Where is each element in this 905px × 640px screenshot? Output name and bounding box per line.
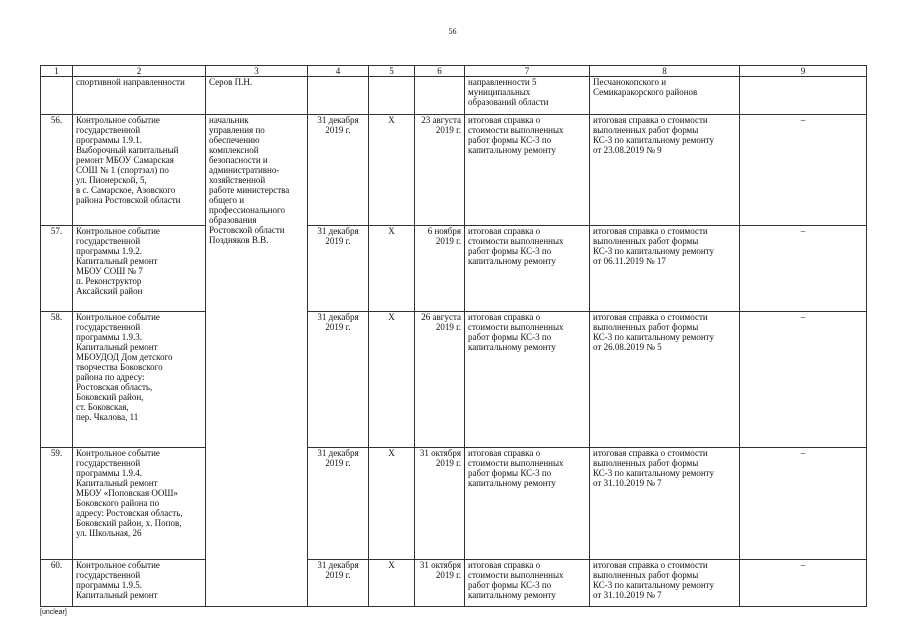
event-cell: Контрольное событие государственной программы 1.9.5. Капитальный ремонт bbox=[73, 560, 206, 607]
plan-date-cell: 31 декабря 2019 г. bbox=[308, 312, 369, 448]
column-number: 1 bbox=[41, 66, 73, 77]
fact-date-cell: 26 августа 2019 г. bbox=[415, 312, 465, 448]
note-cell: – bbox=[740, 448, 867, 560]
fact-date-cell: 31 октября 2019 г. bbox=[415, 448, 465, 560]
event-cell: Контрольное событие государственной программы 1.9.2. Капитальный ремонт МБОУ СОШ № 7 п. Реконструктор Аксайский район bbox=[73, 226, 206, 312]
column-number: 2 bbox=[73, 66, 206, 77]
result-cell: Песчанокопского и Семикаракорского районов bbox=[590, 77, 740, 115]
row-number-cell bbox=[41, 77, 73, 115]
plan-date-cell: 31 декабря 2019 г. bbox=[308, 226, 369, 312]
x-cell: X bbox=[369, 560, 415, 607]
row-number: 60. bbox=[41, 560, 73, 607]
column-number: 6 bbox=[415, 66, 465, 77]
column-number: 9 bbox=[740, 66, 867, 77]
file-path-footer: [unclear] bbox=[40, 609, 67, 616]
fact-date-cell: 6 ноября 2019 г. bbox=[415, 226, 465, 312]
row-number: 56. bbox=[41, 115, 73, 226]
responsible-cell: Серов П.Н. bbox=[206, 77, 308, 115]
document-cell: итоговая справка о стоимости выполненных работ формы КС-3 по капитальному ремонту bbox=[465, 312, 590, 448]
event-cell: Контрольное событие государственной программы 1.9.3. Капитальный ремонт МБОУДОД Дом детского творчества Боковского района по адресу: Ростовская область, Боковский район, ст. Боковская, пер. Чкалова, 11 bbox=[73, 312, 206, 448]
document-cell: итоговая справка о стоимости выполненных работ формы КС-3 по капитальному ремонту bbox=[465, 448, 590, 560]
table-row bbox=[41, 226, 867, 312]
table-row bbox=[41, 560, 867, 607]
event-cell: спортивной направленности bbox=[73, 77, 206, 115]
column-number: 4 bbox=[308, 66, 369, 77]
row-number: 57. bbox=[41, 226, 73, 312]
plan-date-cell bbox=[308, 77, 369, 115]
document-cell: итоговая справка о стоимости выполненных работ формы КС-3 по капитальному ремонту bbox=[465, 560, 590, 607]
result-cell: итоговая справка о стоимости выполненных работ формы КС-3 по капитальному ремонту от 31.10.2019 № 7 bbox=[590, 448, 740, 560]
table-row bbox=[41, 312, 867, 448]
event-cell: Контрольное событие государственной программы 1.9.4. Капитальный ремонт МБОУ «Поповская ООШ» Боковского района по адресу: Ростовская область, Боковский район, х. Попов, ул. Школьная, 26 bbox=[73, 448, 206, 560]
document-cell: итоговая справка о стоимости выполненных работ формы КС-3 по капитальному ремонту bbox=[465, 115, 590, 226]
event-cell: Контрольное событие государственной программы 1.9.1. Выборочный капитальный ремонт МБОУ Самарская СОШ № 1 (спортзал) по ул. Пионерской, 5, в с. Самарское, Азовского района Ростовской области bbox=[73, 115, 206, 226]
result-cell: итоговая справка о стоимости выполненных работ формы КС-3 по капитальному ремонту от 26.08.2019 № 5 bbox=[590, 312, 740, 448]
column-number: 5 bbox=[369, 66, 415, 77]
column-number-row bbox=[41, 66, 867, 77]
table-row bbox=[41, 115, 867, 226]
note-cell: – bbox=[740, 312, 867, 448]
x-cell bbox=[369, 77, 415, 115]
x-cell: X bbox=[369, 115, 415, 226]
document-cell: итоговая справка о стоимости выполненных работ формы КС-3 по капитальному ремонту bbox=[465, 226, 590, 312]
column-number: 3 bbox=[206, 66, 308, 77]
row-number: 58. bbox=[41, 312, 73, 448]
document-cell: направленности 5 муниципальных образований области bbox=[465, 77, 590, 115]
column-number: 7 bbox=[465, 66, 590, 77]
fact-date-cell: 31 октября 2019 г. bbox=[415, 560, 465, 607]
page-number: 56 bbox=[448, 27, 457, 36]
x-cell: X bbox=[369, 312, 415, 448]
x-cell: X bbox=[369, 226, 415, 312]
note-cell: – bbox=[740, 115, 867, 226]
fact-date-cell: 23 августа 2019 г. bbox=[415, 115, 465, 226]
plan-date-cell: 31 декабря 2019 г. bbox=[308, 115, 369, 226]
note-cell bbox=[740, 77, 867, 115]
fact-date-cell bbox=[415, 77, 465, 115]
plan-date-cell: 31 декабря 2019 г. bbox=[308, 560, 369, 607]
continuation-row bbox=[41, 77, 867, 115]
table-row bbox=[41, 448, 867, 560]
control-events-table bbox=[40, 65, 867, 607]
x-cell: X bbox=[369, 448, 415, 560]
responsible-cell: начальник управления по обеспечению комплексной безопасности и административно- хозяйственной работе министерства общего и профессионального образования Ростовской области Поздняков В.В. bbox=[206, 115, 308, 607]
note-cell: – bbox=[740, 560, 867, 607]
row-number: 59. bbox=[41, 448, 73, 560]
note-cell: – bbox=[740, 226, 867, 312]
result-cell: итоговая справка о стоимости выполненных работ формы КС-3 по капитальному ремонту от 06.11.2019 № 17 bbox=[590, 226, 740, 312]
plan-date-cell: 31 декабря 2019 г. bbox=[308, 448, 369, 560]
result-cell: итоговая справка о стоимости выполненных работ формы КС-3 по капитальному ремонту от 31.10.2019 № 7 bbox=[590, 560, 740, 607]
result-cell: итоговая справка о стоимости выполненных работ формы КС-3 по капитальному ремонту от 23.08.2019 № 9 bbox=[590, 115, 740, 226]
column-number: 8 bbox=[590, 66, 740, 77]
